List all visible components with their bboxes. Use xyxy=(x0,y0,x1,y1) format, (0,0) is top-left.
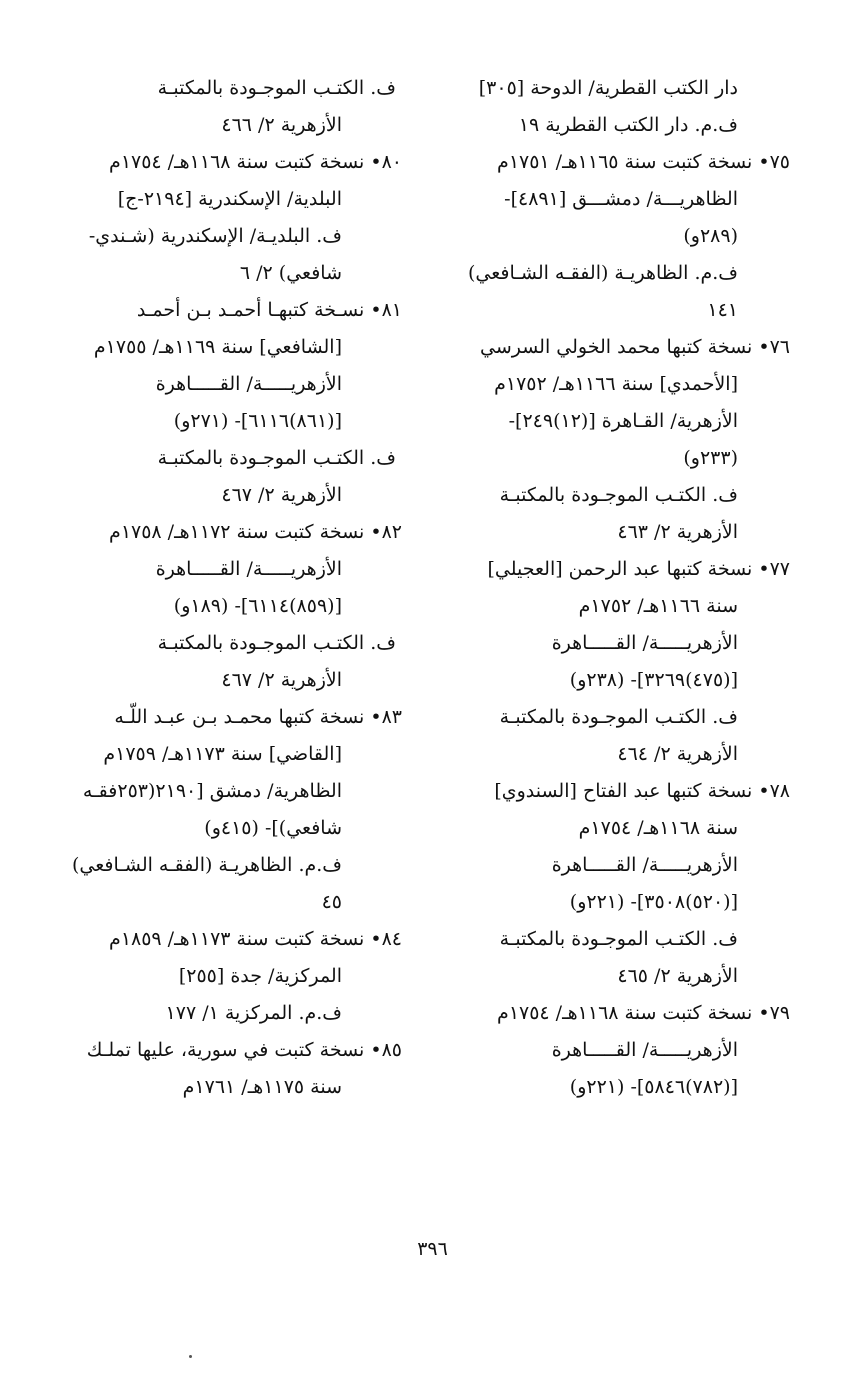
right-column-line: دار الكتب القطرية/ الدوحة [٣٠٥] xyxy=(478,77,738,99)
right-column-line: الأزهريـــــة/ القـــــاهرة xyxy=(551,1039,738,1061)
left-column-line: الأزهرية ٢/ ٤٦٦ xyxy=(221,114,342,136)
right-column-line: الأزهرية ٢/ ٤٦٣ xyxy=(617,521,738,543)
left-column-line: الأزهريـــــة/ القـــــاهرة xyxy=(155,558,342,580)
left-column-line: البلدية/ الإسكندرية [٢١٩٤-ج] xyxy=(117,188,342,210)
left-column-line: ٨٥• نسخة كتبت في سورية، عليها تملـك xyxy=(86,1039,402,1061)
left-column-line: [الشافعي] سنة ١١٦٩هـ/ ١٧٥٥م xyxy=(93,336,342,358)
left-column-line: ف. الكتـب الموجـودة بالمكتبـة xyxy=(157,447,396,469)
left-column-line: شافعي) ٢/ ٦ xyxy=(239,262,342,284)
right-column-line: سنة ١١٦٨هـ/ ١٧٥٤م xyxy=(578,817,738,839)
right-column-line: ١٤١ xyxy=(707,299,738,321)
left-column-line: [القاضي] سنة ١١٧٣هـ/ ١٧٥٩م xyxy=(103,743,342,765)
left-column-line: ٨٠• نسخة كتبت سنة ١١٦٨هـ/ ١٧٥٤م xyxy=(109,151,402,173)
right-column-line: ف. الكتـب الموجـودة بالمكتبـة xyxy=(499,484,738,506)
left-column-line: الأزهرية ٢/ ٤٦٧ xyxy=(221,669,342,691)
right-column-line: الأزهرية/ القـاهرة [(١٢)٢٤٩]- xyxy=(508,410,738,432)
left-column-line: ف. الكتـب الموجـودة بالمكتبـة xyxy=(157,632,396,654)
left-column-line: ٨٤• نسخة كتبت سنة ١١٧٣هـ/ ١٨٥٩م xyxy=(109,928,402,950)
right-column-line: الأزهريـــــة/ القـــــاهرة xyxy=(551,632,738,654)
right-column-line: ٧٦• نسخة كتبها محمد الخولي السرسي xyxy=(479,336,790,358)
right-column-line: ٧٩• نسخة كتبت سنة ١١٦٨هـ/ ١٧٥٤م xyxy=(497,1002,790,1024)
left-column-line: ٨٢• نسخة كتبت سنة ١١٧٢هـ/ ١٧٥٨م xyxy=(109,521,402,543)
page-number: ٣٩٦ xyxy=(417,1238,448,1260)
right-column-line: ف.م. دار الكتب القطرية ١٩ xyxy=(518,114,738,136)
left-column-line: ٤٥ xyxy=(321,891,342,913)
left-column-line: ٨٣• نسخة كتبها محمـد بـن عبـد اللّـه xyxy=(114,706,402,728)
right-column-line: [(٧٨٢)٥٨٤٦]- (٢٢١و) xyxy=(569,1076,738,1098)
right-column-line: (٢٣٣و) xyxy=(683,447,738,469)
left-column-line: [(٨٦١)٦١١٦]- (٢٧١و) xyxy=(173,410,342,432)
left-column-line: شافعي)]- (٤١٥و) xyxy=(204,817,342,839)
left-column-line: ف. الكتـب الموجـودة بالمكتبـة xyxy=(157,77,396,99)
left-column-line: سنة ١١٧٥هـ/ ١٧٦١م xyxy=(182,1076,342,1098)
right-column-line: [الأحمدي] سنة ١١٦٦هـ/ ١٧٥٢م xyxy=(494,373,738,395)
right-column-line: ف.م. الظاهريـة (الفقـه الشـافعي) xyxy=(468,262,738,284)
right-column-line: (٢٨٩و) xyxy=(683,225,738,247)
right-column-line: ف. الكتـب الموجـودة بالمكتبـة xyxy=(499,928,738,950)
right-column-line: سنة ١١٦٦هـ/ ١٧٥٢م xyxy=(578,595,738,617)
right-column-line: ف. الكتـب الموجـودة بالمكتبـة xyxy=(499,706,738,728)
left-column-line: ف.م. المركزية ١/ ١٧٧ xyxy=(165,1002,342,1024)
right-column-line: ٧٨• نسخة كتبها عبد الفتاح [السندوي] xyxy=(494,780,790,802)
right-column-line: [(٤٧٥)٣٢٦٩]- (٢٣٨و) xyxy=(569,669,738,691)
scan-speck xyxy=(189,1355,192,1358)
left-column-line: الأزهرية ٢/ ٤٦٧ xyxy=(221,484,342,506)
left-column-line: ٨١• نسـخة كتبهـا أحمـد بـن أحمـد xyxy=(136,299,402,321)
left-column-line: ف.م. الظاهريـة (الفقـه الشـافعي) xyxy=(72,854,342,876)
left-column-line: المركزية/ جدة [٢٥٥] xyxy=(178,965,342,987)
left-column-line: الأزهريـــــة/ القـــــاهرة xyxy=(155,373,342,395)
right-column-line: الأزهريـــــة/ القـــــاهرة xyxy=(551,854,738,876)
right-column-line: [(٥٢٠)٣٥٠٨]- (٢٢١و) xyxy=(569,891,738,913)
right-column-line: الأزهرية ٢/ ٤٦٥ xyxy=(617,965,738,987)
right-column-line: الأزهرية ٢/ ٤٦٤ xyxy=(617,743,738,765)
left-column-line: ف. البلديـة/ الإسكندرية (شـندي- xyxy=(88,225,342,247)
left-column-line: الظاهرية/ دمشق [٢١٩٠(٢٥٣فقـه xyxy=(82,780,342,802)
right-column xyxy=(455,70,790,1106)
left-column xyxy=(72,70,402,1106)
right-column-line: الظاهريـــة/ دمشـــق [٤٨٩١]- xyxy=(504,188,738,210)
right-column-line: ٧٥• نسخة كتبت سنة ١١٦٥هـ/ ١٧٥١م xyxy=(497,151,790,173)
right-column-line: ٧٧• نسخة كتبها عبد الرحمن [العجيلي] xyxy=(487,558,790,580)
left-column-line: [(٨٥٩)٦١١٤]- (١٨٩و) xyxy=(173,595,342,617)
